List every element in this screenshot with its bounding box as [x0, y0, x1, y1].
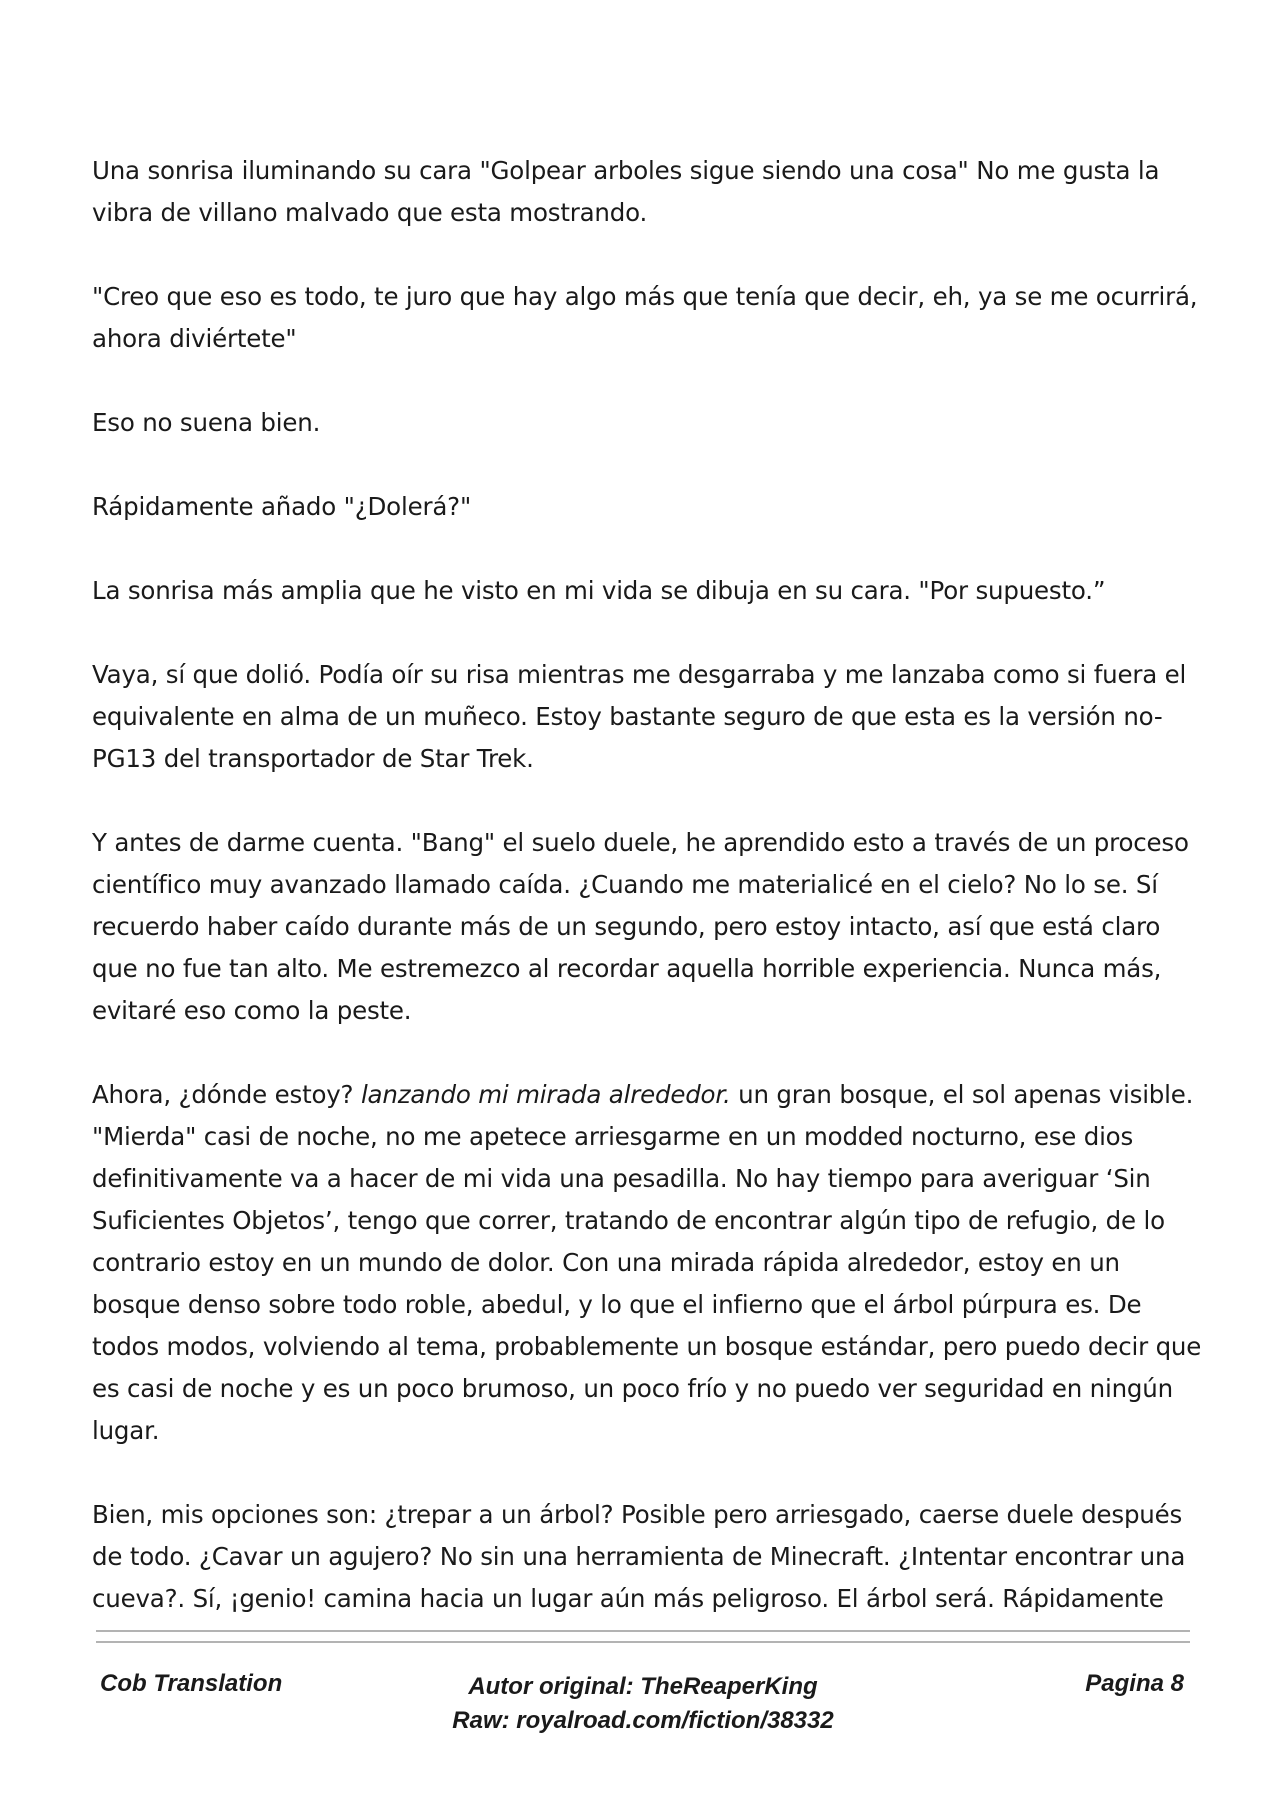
- text-run: Ahora, ¿dónde estoy?: [92, 1080, 361, 1109]
- footer-divider-top: [96, 1630, 1190, 1632]
- paragraph: [92, 1494, 1202, 1620]
- paragraph: [92, 1074, 1202, 1452]
- paragraph: [92, 570, 1202, 612]
- text-run: La sonrisa más amplia que he visto en mi vida se dibuja en su cara. "Por supuesto.”: [92, 576, 1106, 605]
- text-run: un gran bosque, el sol apenas visible. "Mierda" casi de noche, no me apetece arriesgarme en un modded nocturno, ese dios definitivamente va a hacer de mi vida una pesadilla. No hay tiempo para averiguar ‘Sin Suficientes Objetos’, tengo que correr, tratando de encontrar algún tipo de refugio, de lo contrario estoy en un mundo de dolor. Con una mirada rápida alrededor, estoy en un bosque denso sobre todo roble, abedul, y lo que el infierno que el árbol púrpura es. De todos modos, volviendo al tema, probablemente un bosque estándar, pero puedo decir que es casi de noche y es un poco brumoso, un poco frío y no puedo ver seguridad en ningún lugar.: [92, 1080, 1202, 1445]
- page-number: Pagina 8: [1085, 1670, 1184, 1697]
- paragraph: [92, 822, 1202, 1032]
- footer-translator: Cob Translation: [100, 1670, 283, 1697]
- page-footer: [96, 1670, 1190, 1750]
- paragraph: [92, 654, 1202, 780]
- italic-text-run: lanzando mi mirada alrededor.: [360, 1080, 731, 1109]
- paragraph: [92, 150, 1202, 234]
- text-run: Y antes de darme cuenta. "Bang" el suelo duele, he aprendido esto a través de un proceso científico muy avanzado llamado caída. ¿Cuando me materialicé en el cielo? No lo se. Sí recuerdo haber caído durante más de un segundo, pero estoy intacto, así que está claro que no fue tan alto. Me estremezco al recordar aquella horrible experiencia. Nunca más, evitaré eso como la peste.: [92, 828, 1189, 1025]
- paragraph: [92, 276, 1202, 360]
- paragraph: [92, 486, 1202, 528]
- text-run: Eso no suena bien.: [92, 408, 321, 437]
- text-run: Rápidamente añado "¿Dolerá?": [92, 492, 472, 521]
- text-run: Bien, mis opciones son: ¿trepar a un árbol? Posible pero arriesgado, caerse duele después de todo. ¿Cavar un agujero? No sin una herramienta de Minecraft. ¿Intentar encontrar una cueva?. Sí, ¡genio! camina hacia un lugar aún más peligroso. El árbol será. Rápidamente: [92, 1500, 1186, 1613]
- body-text: [92, 150, 1202, 1620]
- paragraph: [92, 402, 1202, 444]
- text-run: Una sonrisa iluminando su cara "Golpear arboles sigue siendo una cosa" No me gusta la vibra de villano malvado que esta mostrando.: [92, 156, 1160, 227]
- footer-divider-bottom: [96, 1641, 1190, 1643]
- text-run: "Creo que eso es todo, te juro que hay algo más que tenía que decir, eh, ya se me ocurrirá, ahora diviértete": [92, 282, 1198, 353]
- footer-source: Raw: royalroad.com/fiction/38332: [452, 1707, 834, 1734]
- footer-author: Autor original: TheReaperKing: [468, 1673, 818, 1700]
- footer-credits: [96, 1670, 1190, 1738]
- text-run: Vaya, sí que dolió. Podía oír su risa mientras me desgarraba y me lanzaba como si fuera el equivalente en alma de un muñeco. Estoy bastante seguro de que esta es la versión no-PG13 del transportador de Star Trek.: [92, 660, 1187, 773]
